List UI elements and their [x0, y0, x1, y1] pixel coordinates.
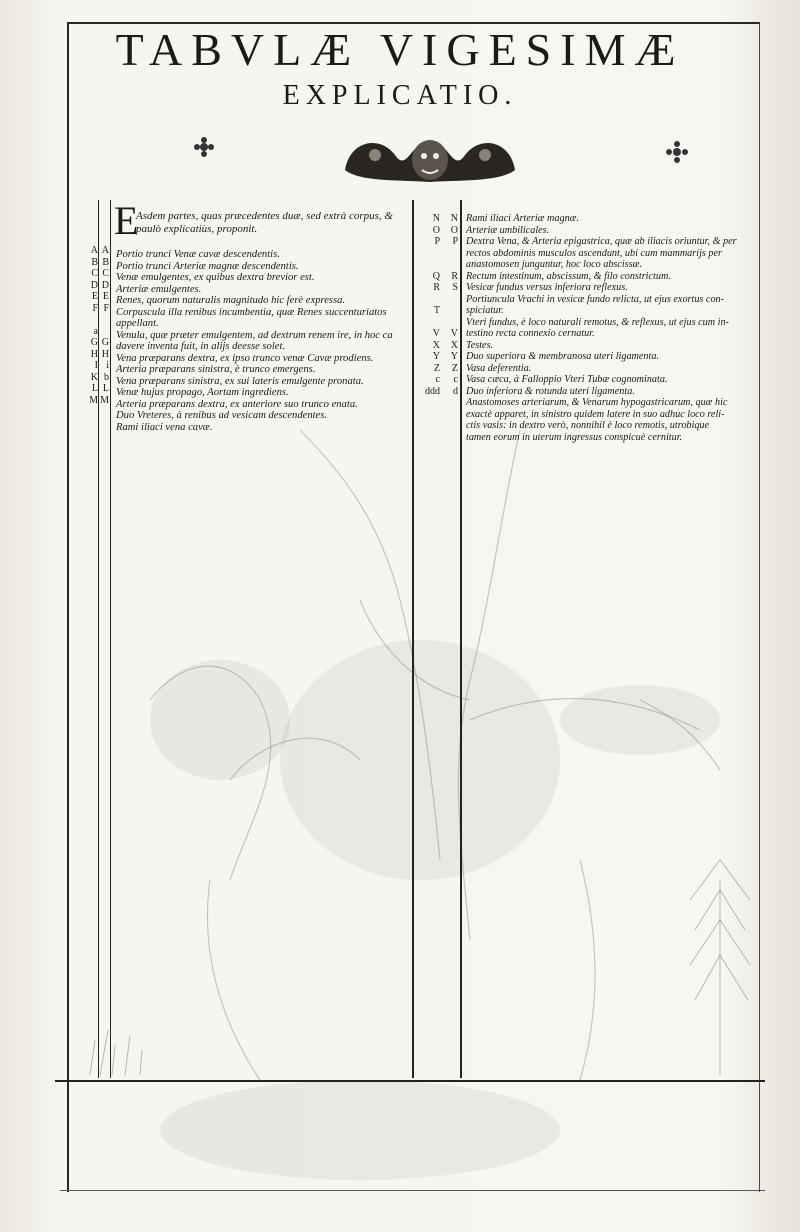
letter: G — [101, 337, 109, 348]
left-entries — [116, 249, 408, 433]
letter: E — [102, 291, 109, 302]
entry: Portio trunci Arteriæ magnæ descendentis. — [116, 260, 299, 272]
letter: Z — [433, 362, 440, 374]
entry: Vena præparans sinistra, ex sui lateris emulgente pronata. — [116, 375, 364, 387]
entry: Corpuscula illa renibus incumbentia, quæ Renes succenturiatos — [116, 306, 387, 318]
letter: Z — [451, 362, 458, 374]
letter: B — [102, 256, 109, 268]
entry: Venula, quæ præter emulgentem, ad dextrum renem ire, in hoc ca — [116, 329, 393, 341]
entry: Vesicæ fundus versus inferiora reflexus. — [466, 282, 628, 293]
bottom-rule-2 — [60, 1190, 765, 1191]
letter: X — [432, 339, 440, 351]
entry: Rami iliaci Arteriæ magnæ. — [466, 213, 580, 224]
letter: i — [106, 360, 109, 371]
right-letters-a — [414, 213, 440, 397]
letter: b — [104, 371, 109, 383]
entry: Renes, quorum naturalis magnitudo hic ferè expressa. — [116, 295, 346, 306]
letter: P — [452, 236, 458, 247]
fleuron-icon — [193, 136, 215, 158]
entry: Arteriæ umbilicales. — [466, 224, 550, 236]
letter: L — [102, 383, 109, 394]
entry: Arteriæ emulgentes. — [116, 283, 202, 295]
letter: L — [91, 383, 98, 394]
letter: F — [92, 302, 98, 314]
letter: G — [90, 337, 98, 348]
left-letters-b — [97, 245, 109, 406]
entry: Testes. — [466, 339, 494, 351]
entry: rectos abdominis musculos ascendunt, ubi cum mammarijs per — [466, 247, 722, 259]
entry: Duo superiora & membranosa uteri ligamenta. — [466, 351, 659, 362]
page-frame — [67, 22, 760, 1192]
letter — [440, 248, 458, 260]
entry: tamen eorum in uterum ingressus conspicuè cernitur. — [466, 431, 683, 443]
entry: Vasa deferentia. — [466, 362, 532, 374]
letter: V — [432, 328, 440, 339]
letter: M — [100, 394, 109, 406]
letter — [97, 326, 109, 338]
fleuron-icon — [664, 140, 690, 164]
letter — [97, 314, 109, 326]
entry: anastomosen junguntur, hoc loco abscissæ. — [466, 259, 643, 270]
entry: testino recta connexio cernatur. — [466, 328, 595, 339]
letter: F — [103, 302, 109, 314]
letter: c — [435, 374, 440, 385]
entry: Dextra Vena, & Arteria epigastrica, quæ ab iliacis oriuntur, & per — [466, 236, 737, 247]
letter: Q — [432, 270, 440, 282]
page-subtitle: EXPLICATIO. — [282, 80, 518, 111]
entry: Venæ emulgentes, ex quibus dextra brevior est. — [116, 272, 315, 283]
letter: Y — [432, 351, 440, 362]
left-column-rule-2 — [110, 200, 111, 1078]
letter: C — [91, 268, 98, 279]
ornament-mask-icon — [340, 130, 520, 186]
letter — [414, 294, 440, 306]
letter: D — [90, 279, 98, 291]
letter: E — [91, 291, 98, 302]
letter: d — [453, 385, 458, 397]
letter: Y — [450, 351, 458, 362]
entry: Portio trunci Venæ cavæ descendentis. — [116, 249, 280, 260]
letter: a — [93, 325, 98, 337]
drop-cap: E — [114, 198, 139, 243]
letter — [414, 317, 440, 329]
entry: Rectum intestinum, abscissum, & filo constrictum. — [466, 270, 671, 282]
entry: exactè apparet, in sinistro quidem latere in suo adhuc loco reli- — [466, 408, 725, 420]
entry: Rami iliaci vena cavæ. — [116, 421, 213, 433]
bottom-rule — [55, 1080, 765, 1082]
entry: Duo Vreteres, à renibus ad vesicam descendentes. — [116, 410, 328, 421]
letter: B — [91, 256, 98, 268]
entry: Portiuncula Vrachi in vesicæ fundo relicta, ut ejus exortus con- — [466, 293, 725, 305]
letter: A — [101, 245, 109, 256]
entry: Duo inferiora & rotunda uteri ligamenta. — [466, 385, 635, 397]
letter: O — [432, 224, 440, 236]
letter — [414, 259, 440, 271]
entry: appellant. — [116, 318, 159, 329]
letter: T — [433, 305, 440, 316]
letter: O — [450, 224, 458, 236]
letter: R — [451, 270, 458, 282]
letter: N — [450, 213, 458, 224]
page-title: TABVLÆ VIGESIMÆ — [115, 24, 685, 75]
letter: H — [101, 348, 109, 360]
letter: P — [434, 236, 440, 247]
intro-text — [136, 210, 393, 236]
letter: ddd — [425, 385, 440, 397]
center-column-rule-2 — [460, 200, 462, 1078]
entry: Arteria præparans dextra, ex anteriore suo trunco enata. — [116, 398, 358, 410]
intro-line: Asdem partes, quas præcedentes duæ, sed extrà corpus, & — [136, 210, 393, 222]
letter: H — [90, 348, 98, 360]
letter — [440, 259, 458, 271]
letter: I — [94, 360, 98, 371]
left-letters-a — [76, 245, 98, 406]
letter — [414, 248, 440, 260]
letter: S — [452, 282, 458, 293]
intro-line: paulò explicatiùs, proponit. — [136, 223, 258, 235]
letter — [76, 314, 98, 326]
letter — [440, 317, 458, 329]
letter — [440, 294, 458, 306]
letter: A — [90, 245, 98, 256]
letter: N — [432, 213, 440, 224]
right-letters-b — [440, 213, 458, 397]
entry: Venæ hujus propago, Aortam ingrediens. — [116, 387, 289, 398]
letter: K — [90, 371, 98, 383]
letter — [440, 305, 458, 317]
letter: X — [450, 339, 458, 351]
letter: R — [433, 282, 440, 293]
letter: c — [453, 374, 458, 385]
entry: spiciatur. — [466, 305, 504, 316]
entry: Vena præparans dextra, ex ipso trunco venæ Cavæ prodiens. — [116, 352, 374, 364]
entry: ctis vasis: in dextro verò, nonnihil è loco remotis, utrobique — [466, 420, 710, 431]
right-entries — [466, 213, 754, 443]
letter: V — [450, 328, 458, 339]
letter: D — [101, 279, 109, 291]
entry: Vasa cæca, à Falloppio Vteri Tubæ cognominata. — [466, 374, 668, 385]
entry: Anastomoses arteriarum, & Venarum hypogastricarum, quæ hic — [466, 397, 728, 408]
entry: Vteri fundus, è loco naturali remotus, & reflexus, ut ejus cum in- — [466, 316, 729, 328]
letter: M — [89, 394, 98, 406]
letter: C — [102, 268, 109, 279]
entry: davere inventa fuit, in alijs deesse solet. — [116, 341, 286, 352]
entry: Arteria præparans sinistra, è trunco emergens. — [116, 364, 316, 375]
